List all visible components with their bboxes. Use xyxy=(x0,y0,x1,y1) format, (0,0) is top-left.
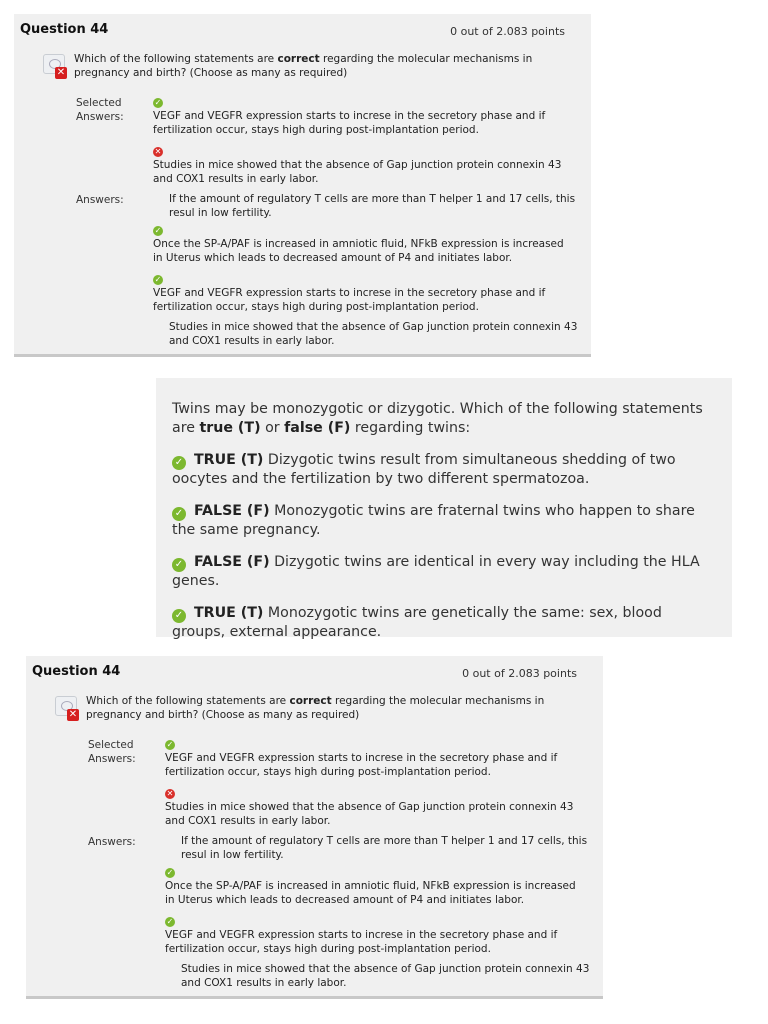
question-title: Question 44 xyxy=(32,664,121,679)
selected-answer-2: ✕ Studies in mice showed that the absence of Gap junction protein connexin 43 and COX1 results in early labor. xyxy=(153,147,562,185)
answers-label: Answers: xyxy=(88,836,136,848)
incorrect-question-icon: ✕ xyxy=(55,696,81,720)
answer-2: ✓ Once the SP-A/PAF is increased in amniotic fluid, NFkB expression is increased in Uterus which leads to decreased amount of P4 and initiates labor. xyxy=(153,226,564,264)
question-card-1 xyxy=(14,14,591,357)
twins-item-1: ✓ TRUE (T) Dizygotic twins result from simultaneous shedding of two oocytes and the fertilization by two different spermatozoa. xyxy=(172,452,676,487)
incorrect-question-icon: ✕ xyxy=(43,54,69,78)
question-text: Which of the following statements are correct regarding the molecular mechanisms in pregnancy and birth? (Choose as many as required) xyxy=(86,695,545,721)
correct-check-icon: ✓ xyxy=(166,740,174,749)
answer-4: Studies in mice showed that the absence of Gap junction protein connexin 43 and COX1 results in early labor. xyxy=(169,321,578,347)
selected-answers-label: Selected Answers: xyxy=(76,97,124,123)
twins-intro: Twins may be monozygotic or dizygotic. Which of the following statements are true (T) or false (F) regarding twins: xyxy=(172,401,703,436)
twins-item-2: ✓ FALSE (F) Monozygotic twins are fraternal twins who happen to share the same pregnancy. xyxy=(172,503,695,538)
correct-check-icon: ✓ xyxy=(172,507,186,521)
answer-2: ✓ Once the SP-A/PAF is increased in amniotic fluid, NFkB expression is increased in Uterus which leads to decreased amount of P4 and initiates labor. xyxy=(165,868,576,906)
question-points: 0 out of 2.083 points xyxy=(462,667,577,680)
question-text: Which of the following statements are correct regarding the molecular mechanisms in pregnancy and birth? (Choose as many as required) xyxy=(74,53,533,79)
answers-label: Answers: xyxy=(76,194,124,206)
selected-answer-1: ✓ VEGF and VEGFR expression starts to increse in the secretory phase and if fertilization occur, stays high during post-implantation period. xyxy=(165,740,558,778)
correct-check-icon: ✓ xyxy=(172,558,186,572)
answer-3: ✓ VEGF and VEGFR expression starts to increse in the secretory phase and if fertilization occur, stays high during post-implantation period. xyxy=(165,917,558,955)
answer-1: If the amount of regulatory T cells are more than T helper 1 and 17 cells, this resul in low fertility. xyxy=(181,835,588,861)
question-points: 0 out of 2.083 points xyxy=(450,25,565,38)
correct-check-icon: ✓ xyxy=(154,226,162,235)
correct-check-icon: ✓ xyxy=(172,456,186,470)
selected-answer-2: ✕ Studies in mice showed that the absence of Gap junction protein connexin 43 and COX1 results in early labor. xyxy=(165,789,574,827)
selected-answers-label: Selected Answers: xyxy=(88,739,136,765)
twins-question-card xyxy=(156,378,732,640)
question-card-2 xyxy=(26,656,603,999)
answer-3: ✓ VEGF and VEGFR expression starts to increse in the secretory phase and if fertilization occur, stays high during post-implantation period. xyxy=(153,275,546,313)
answer-4: Studies in mice showed that the absence of Gap junction protein connexin 43 and COX1 results in early labor. xyxy=(181,963,590,989)
selected-answer-1: ✓ VEGF and VEGFR expression starts to increse in the secretory phase and if fertilization occur, stays high during post-implantation period. xyxy=(153,98,546,136)
correct-check-icon: ✓ xyxy=(154,98,162,107)
question-title: Question 44 xyxy=(20,22,109,37)
answer-1: If the amount of regulatory T cells are more than T helper 1 and 17 cells, this resul in low fertility. xyxy=(169,193,576,219)
twins-item-3: ✓ FALSE (F) Dizygotic twins are identical in every way including the HLA genes. xyxy=(172,554,700,589)
correct-check-icon: ✓ xyxy=(166,868,174,877)
correct-check-icon: ✓ xyxy=(154,275,162,284)
twins-item-4: ✓ TRUE (T) Monozygotic twins are genetically the same: sex, blood groups, external appearance. xyxy=(172,605,662,640)
correct-check-icon: ✓ xyxy=(166,917,174,926)
incorrect-x-icon: ✕ xyxy=(154,147,162,156)
correct-check-icon: ✓ xyxy=(172,609,186,623)
incorrect-x-icon: ✕ xyxy=(166,789,174,798)
